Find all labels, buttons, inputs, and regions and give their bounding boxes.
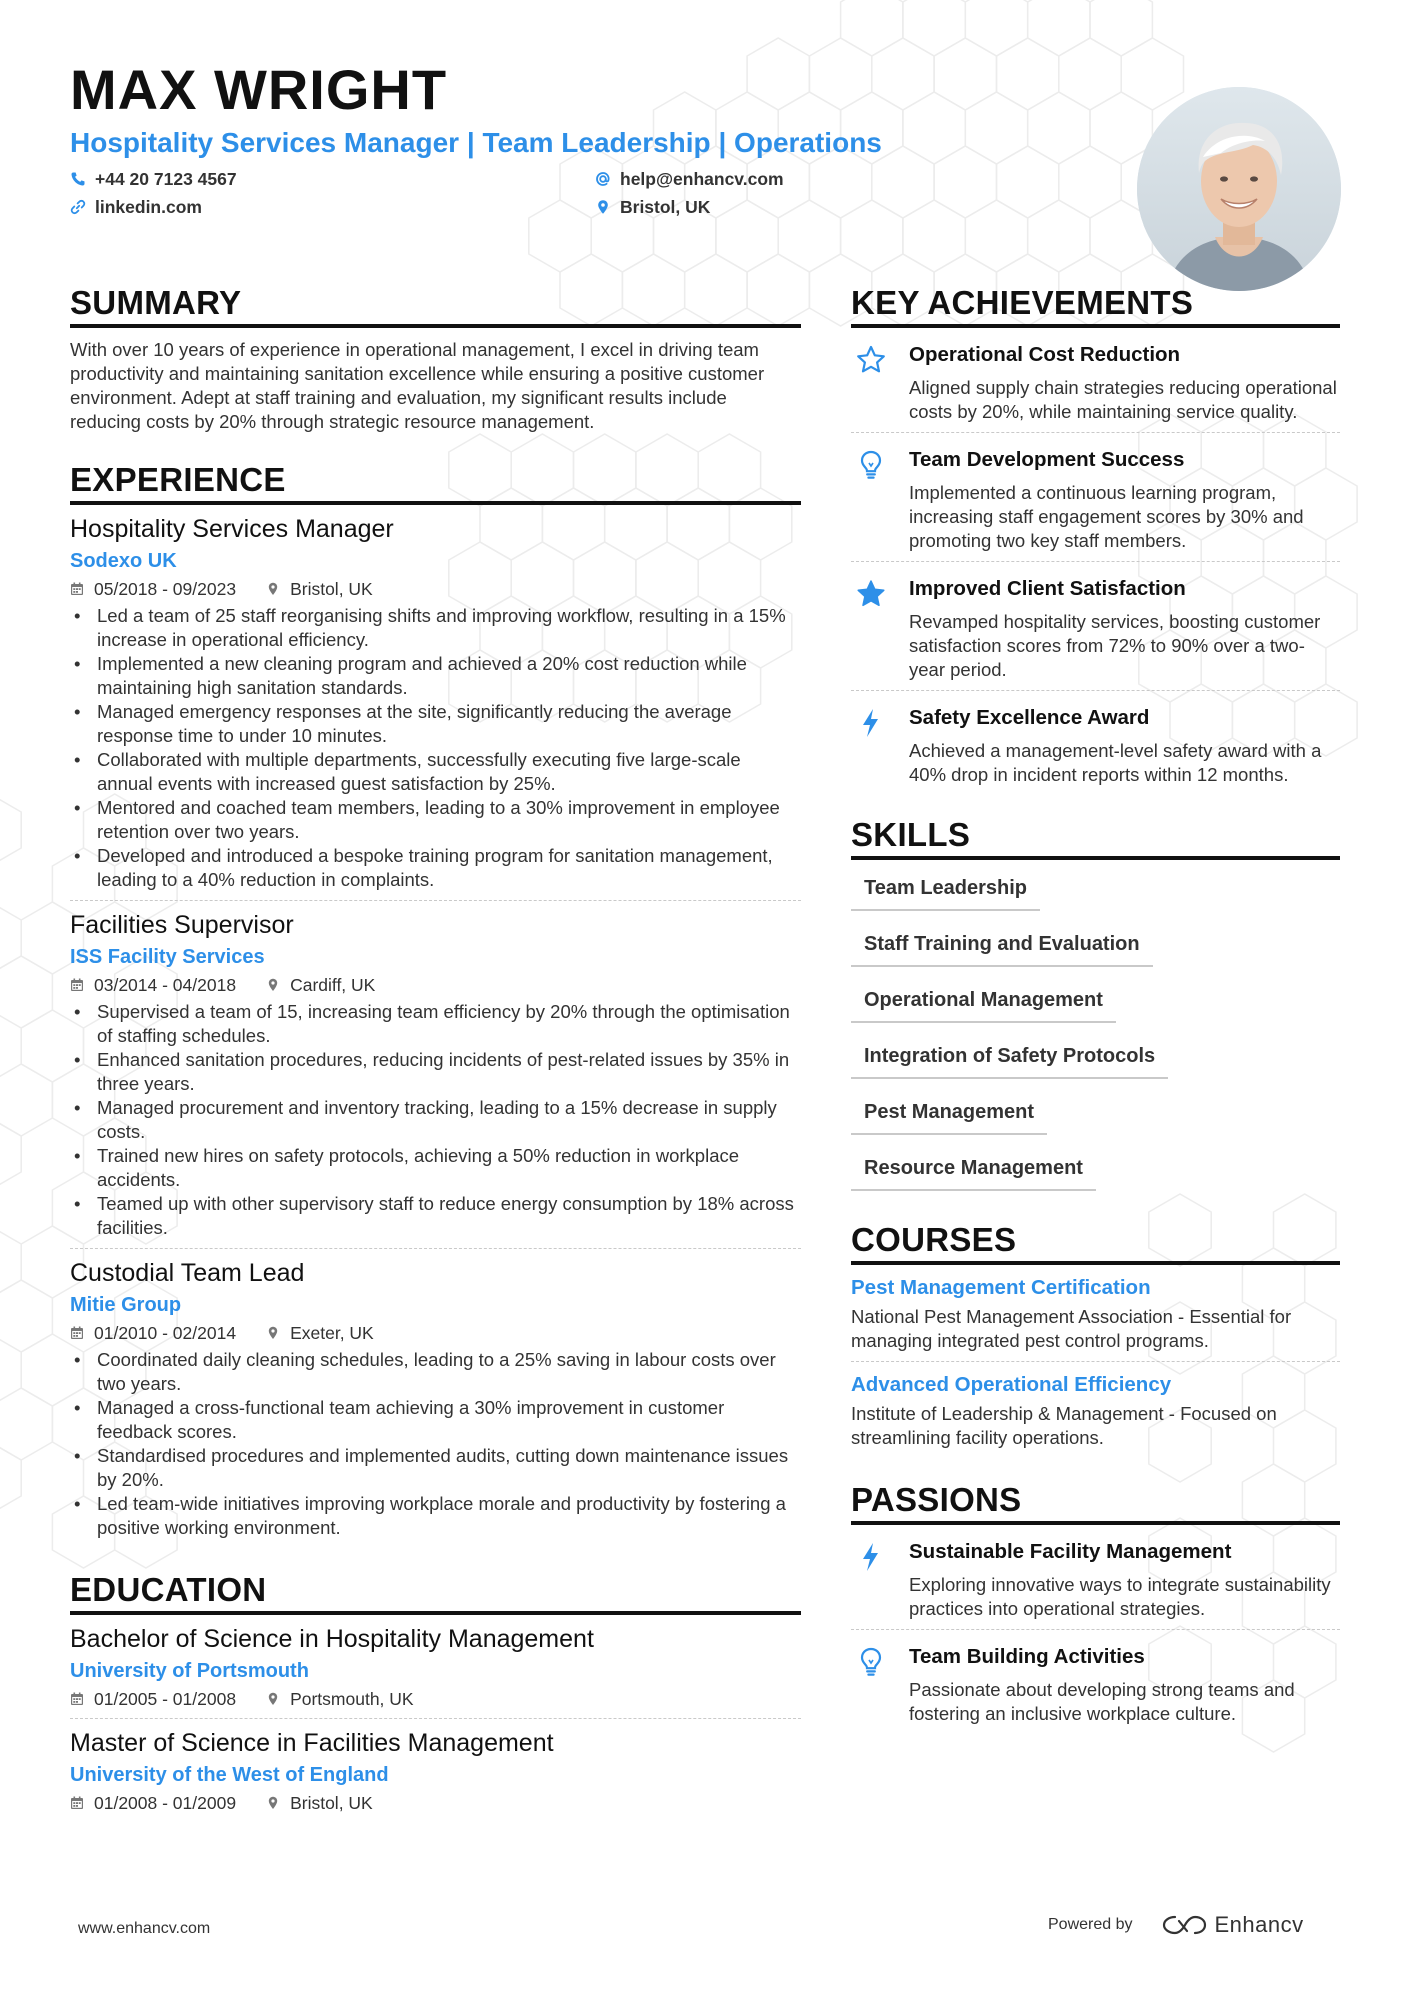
achievement-desc: Revamped hospitality services, boosting customer satisfaction scores from 72% to 90% over a two-year period.	[909, 611, 1321, 680]
job-dates: 03/2014 - 04/2018	[94, 974, 237, 995]
course-item	[851, 1265, 1340, 1362]
calendar-icon	[70, 582, 84, 596]
left-column	[70, 283, 801, 1814]
linkedin-text: linkedin.com	[95, 196, 202, 217]
job-bullets	[70, 1000, 801, 1240]
footer-website[interactable]: www.enhancv.com	[78, 1920, 211, 1937]
calendar-icon	[70, 978, 84, 992]
at-icon	[595, 171, 611, 187]
location-text: Bristol, UK	[620, 196, 711, 217]
job-location	[266, 579, 373, 600]
list-item: • Managed emergency responses at the site, significantly reducing the average response time to under 10 minutes.	[70, 700, 801, 748]
link-icon	[70, 199, 86, 215]
experience-section	[70, 460, 801, 1540]
courses-section	[851, 1220, 1340, 1450]
courses-heading: COURSES	[851, 1221, 1017, 1258]
education-entry	[70, 1719, 801, 1814]
summary-text: With over 10 years of experience in operational management, I excel in driving team productivity and maintaining sanitation excellence while ensuring a positive customer environment. Adept at staff training and evaluation, my significant results include reducing costs by 20% through strategic resource management.	[70, 339, 765, 432]
passions-section	[851, 1480, 1340, 1734]
star-filled-icon	[855, 578, 887, 610]
education-meta	[70, 1792, 801, 1814]
lightbulb-icon	[855, 449, 887, 481]
list-item: • Managed a cross-functional team achieving a 30% improvement in customer feedback scores.	[70, 1396, 801, 1444]
email-text: help@enhancv.com	[620, 168, 784, 189]
contact-info	[70, 168, 1100, 218]
star-outline-icon	[855, 344, 887, 376]
company-name[interactable]: Sodexo UK	[70, 550, 177, 572]
summary-rule	[70, 324, 801, 328]
education-location	[266, 1689, 414, 1710]
footer-branding[interactable]	[1048, 1912, 1304, 1938]
job-meta	[70, 974, 801, 996]
skill-tag: Integration of Safety Protocols	[851, 1038, 1168, 1079]
company-name[interactable]: ISS Facility Services	[70, 946, 265, 968]
list-item: • Developed and introduced a bespoke training program for sanitation management, leading to a 40% reduction in complaints.	[70, 844, 801, 892]
skill-tag: Resource Management	[851, 1150, 1096, 1191]
job-meta	[70, 1322, 801, 1344]
job-title: Hospitality Services Manager	[70, 515, 394, 543]
list-item: • Coordinated daily cleaning schedules, leading to a 25% saving in labour costs over two years.	[70, 1348, 801, 1396]
calendar-icon	[70, 1796, 84, 1810]
candidate-headline: Hospitality Services Manager | Team Leadership | Operations	[70, 127, 882, 158]
achievement-title: Operational Cost Reduction	[909, 343, 1181, 366]
skill-tag: Team Leadership	[851, 870, 1040, 911]
job-location-text: Exeter, UK	[290, 1322, 374, 1343]
job-location-text: Bristol, UK	[290, 578, 373, 599]
job-meta	[70, 578, 801, 600]
achievement-desc: Achieved a management-level safety award with a 40% drop in incident reports within 12 months.	[909, 740, 1322, 785]
list-item: • Teamed up with other supervisory staff to reduce energy consumption by 18% across facilities.	[70, 1192, 801, 1240]
experience-entry	[70, 1249, 801, 1540]
job-location-text: Cardiff, UK	[290, 974, 376, 995]
experience-entry	[70, 901, 801, 1249]
location-pin-icon	[266, 978, 280, 992]
candidate-name: MAX WRIGHT	[70, 58, 448, 121]
education-location-text: Bristol, UK	[290, 1792, 373, 1813]
degree-title: Bachelor of Science in Hospitality Management	[70, 1625, 594, 1653]
contact-phone[interactable]	[70, 168, 595, 190]
education-dates: 01/2008 - 01/2009	[94, 1792, 237, 1813]
contact-linkedin[interactable]	[70, 196, 595, 218]
skills-rule	[851, 856, 1340, 860]
passion-item	[851, 1630, 1340, 1734]
achievement-desc: Implemented a continuous learning program, increasing staff engagement scores by 30% and promoting two key staff members.	[909, 482, 1304, 551]
list-item: • Managed procurement and inventory tracking, leading to a 15% decrease in supply costs.	[70, 1096, 801, 1144]
achievement-item	[851, 433, 1340, 561]
lightning-icon	[855, 1541, 887, 1573]
skills-section	[851, 815, 1340, 1206]
passion-desc: Passionate about developing strong teams and fostering an inclusive workplace culture.	[909, 1679, 1295, 1724]
achievement-title: Improved Client Satisfaction	[909, 577, 1186, 600]
education-entry	[70, 1615, 801, 1719]
brand-name: Enhancv	[1214, 1912, 1304, 1937]
course-desc: Institute of Leadership & Management - Focused on streamlining facility operations.	[851, 1403, 1277, 1448]
job-location	[266, 1323, 374, 1344]
list-item: • Led a team of 25 staff reorganising shifts and improving workflow, resulting in a 15% increase in operational efficiency.	[70, 604, 801, 652]
education-meta	[70, 1688, 801, 1710]
skill-tag: Operational Management	[851, 982, 1116, 1023]
achievement-item	[851, 691, 1340, 795]
enhancv-logo-icon	[1161, 1912, 1207, 1938]
job-bullets	[70, 1348, 801, 1540]
achievement-desc: Aligned supply chain strategies reducing operational costs by 20%, while maintaining service quality.	[909, 377, 1337, 422]
skills-list	[851, 870, 1340, 1206]
achievement-item	[851, 328, 1340, 432]
location-pin-icon	[266, 1326, 280, 1340]
passion-desc: Exploring innovative ways to integrate sustainability practices into operational strategies.	[909, 1574, 1331, 1619]
right-column	[851, 283, 1340, 1734]
course-item	[851, 1362, 1340, 1450]
job-dates: 05/2018 - 09/2023	[94, 578, 237, 599]
contact-email[interactable]	[595, 168, 1095, 190]
powered-by-label: Powered by	[1048, 1916, 1133, 1933]
resume-header	[70, 58, 1100, 218]
list-item: • Standardised procedures and implemented audits, cutting down maintenance issues by 20%.	[70, 1444, 801, 1492]
achievements-section	[851, 283, 1340, 795]
education-heading: EDUCATION	[70, 1571, 267, 1608]
lightbulb-icon	[855, 1646, 887, 1678]
passions-heading: PASSIONS	[851, 1481, 1022, 1518]
course-desc: National Pest Management Association - Essential for managing integrated pest control programs.	[851, 1306, 1292, 1351]
phone-text: +44 20 7123 4567	[95, 168, 237, 189]
skill-tag: Staff Training and Evaluation	[851, 926, 1153, 967]
summary-heading: SUMMARY	[70, 284, 242, 321]
company-name[interactable]: Mitie Group	[70, 1294, 182, 1316]
skills-heading: SKILLS	[851, 816, 971, 853]
calendar-icon	[70, 1326, 84, 1340]
summary-section	[70, 283, 801, 434]
profile-photo-illustration	[1137, 87, 1341, 291]
job-bullets	[70, 604, 801, 892]
list-item: • Supervised a team of 15, increasing team efficiency by 20% through the optimisation of staffing schedules.	[70, 1000, 801, 1048]
job-title: Facilities Supervisor	[70, 911, 294, 939]
passion-item	[851, 1525, 1340, 1629]
list-item: • Implemented a new cleaning program and achieved a 20% cost reduction while maintaining high sanitation standards.	[70, 652, 801, 700]
list-item: • Enhanced sanitation procedures, reducing incidents of pest-related issues by 35% in three years.	[70, 1048, 801, 1096]
calendar-icon	[70, 1692, 84, 1706]
phone-icon	[70, 171, 86, 187]
passion-title: Sustainable Facility Management	[909, 1540, 1232, 1563]
contact-location	[595, 196, 1095, 218]
list-item: • Trained new hires on safety protocols, achieving a 50% reduction in workplace accidents.	[70, 1144, 801, 1192]
course-title[interactable]: Pest Management Certification	[851, 1276, 1151, 1299]
lightning-icon	[855, 707, 887, 739]
job-title: Custodial Team Lead	[70, 1259, 305, 1287]
education-location-text: Portsmouth, UK	[290, 1688, 414, 1709]
degree-title: Master of Science in Facilities Management	[70, 1729, 554, 1757]
achievement-title: Team Development Success	[909, 448, 1185, 471]
education-location	[266, 1793, 373, 1814]
job-location	[266, 975, 375, 996]
course-title[interactable]: Advanced Operational Efficiency	[851, 1373, 1172, 1396]
location-pin-icon	[266, 1796, 280, 1810]
education-section	[70, 1570, 801, 1814]
school-name[interactable]: University of Portsmouth	[70, 1660, 309, 1682]
achievement-title: Safety Excellence Award	[909, 706, 1150, 729]
list-item: • Collaborated with multiple departments, successfully executing five large-scale annual events with increased guest satisfaction by 25%.	[70, 748, 801, 796]
location-pin-icon	[266, 1692, 280, 1706]
education-dates: 01/2005 - 01/2008	[94, 1688, 237, 1709]
achievement-item	[851, 562, 1340, 690]
achievements-heading: KEY ACHIEVEMENTS	[851, 284, 1194, 321]
skill-tag: Pest Management	[851, 1094, 1047, 1135]
location-pin-icon	[266, 582, 280, 596]
list-item: • Mentored and coached team members, leading to a 30% improvement in employee retention over two years.	[70, 796, 801, 844]
experience-entry	[70, 505, 801, 901]
location-pin-icon	[595, 199, 611, 215]
school-name[interactable]: University of the West of England	[70, 1764, 389, 1786]
experience-heading: EXPERIENCE	[70, 461, 286, 498]
job-dates: 01/2010 - 02/2014	[94, 1322, 237, 1343]
profile-photo	[1137, 87, 1341, 291]
list-item: • Led team-wide initiatives improving workplace morale and productivity by fostering a positive working environment.	[70, 1492, 801, 1540]
passion-title: Team Building Activities	[909, 1645, 1145, 1668]
